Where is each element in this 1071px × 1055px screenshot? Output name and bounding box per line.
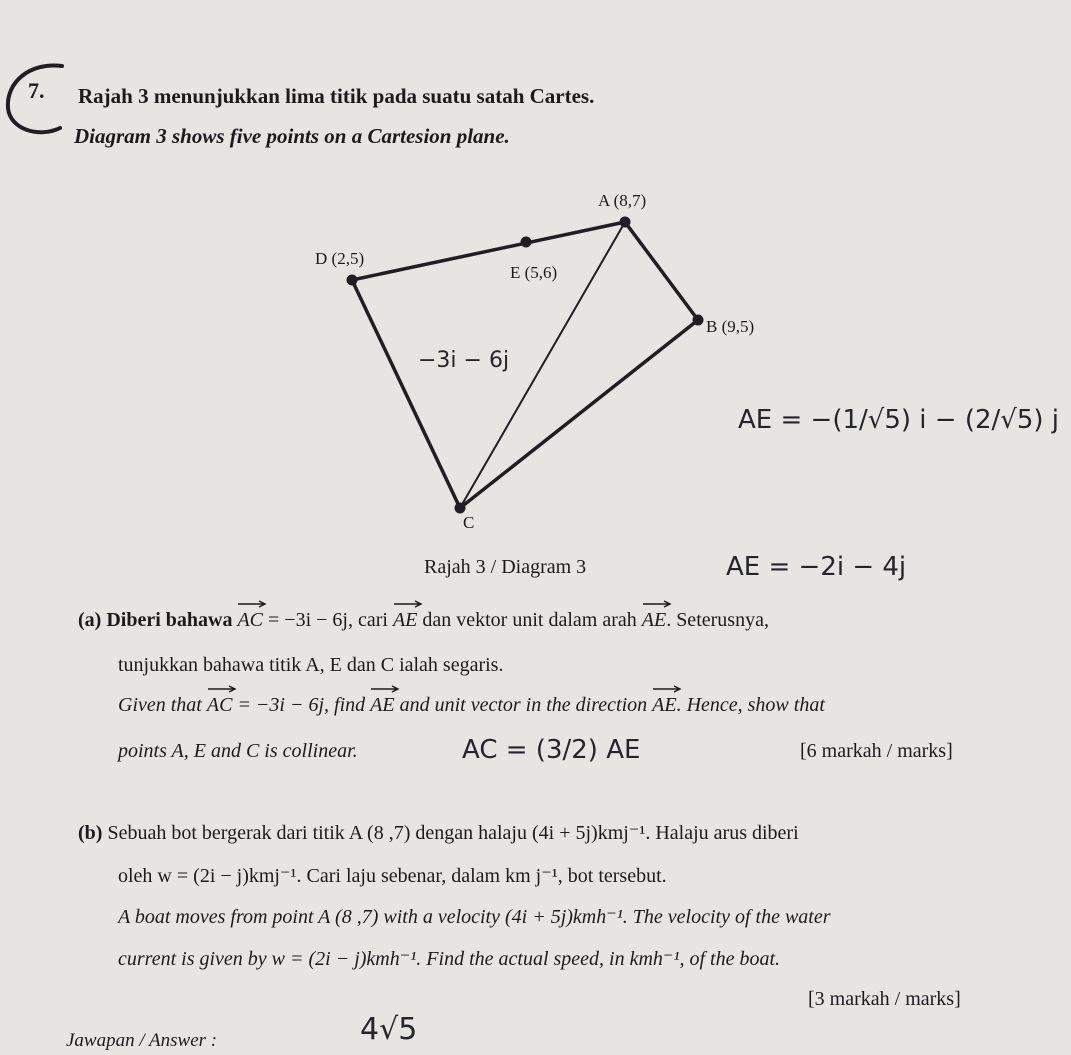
label-point-b: B (9,5) <box>706 317 755 336</box>
part-b-line1-ms: (b) Sebuah bot bergerak dari titik A (8 ,7) dengan halaju (4i + 5j)kmj⁻¹. Halaju arus diberi <box>78 822 799 844</box>
question-number: 7. <box>28 78 45 103</box>
part-a-line1-en: Given that AC = −3i − 6j, find AE and unit vector in the direction AE. Hence, show that <box>118 694 825 717</box>
label-point-e: E (5,6) <box>510 263 558 282</box>
point-e <box>521 237 532 248</box>
point-d <box>347 275 358 286</box>
part-a-line2-en: points A, E and C is collinear. <box>118 740 358 762</box>
vector-ac: AC <box>207 694 233 717</box>
question-title-en: Diagram 3 shows five points on a Cartesion plane. <box>74 124 510 148</box>
part-b-line1-en: A boat moves from point A (8 ,7) with a velocity (4i + 5j)kmh⁻¹. The velocity of the water <box>118 906 831 928</box>
diagram-caption: Rajah 3 / Diagram 3 <box>424 556 587 578</box>
cartesian-diagram <box>300 180 770 540</box>
vector-ae: AE <box>652 694 676 717</box>
part-b-line2-ms: oleh w = (2i − j)kmj⁻¹. Cari laju sebenar, dalam km j⁻¹, bot tersebut. <box>118 865 667 887</box>
handwritten-ac-relation: AC = (3/2) AE <box>462 735 641 765</box>
vector-ae: AE <box>393 609 417 632</box>
part-b-marks: [3 markah / marks] <box>808 988 961 1010</box>
point-a <box>620 217 631 228</box>
segment-ab <box>625 222 698 320</box>
handwritten-speed-answer: 4√5 <box>360 1012 418 1047</box>
part-a-marks: [6 markah / marks] <box>800 740 953 762</box>
label-point-a: A (8,7) <box>598 191 647 210</box>
part-b-label: (b) <box>78 822 103 844</box>
vector-ae: AE <box>370 694 394 717</box>
segment-cd <box>352 280 460 508</box>
label-point-d: D (2,5) <box>315 249 365 268</box>
point-b <box>693 315 704 326</box>
handwritten-unit-vector: AE = −(1/√5) i − (2/√5) j <box>738 405 1060 435</box>
vector-ae: AE <box>642 609 666 632</box>
segment-da <box>352 222 625 280</box>
part-a-line1-ms: (a) Diberi bahawa AC = −3i − 6j, cari AE dan vektor unit dalam arah AE. Seterusnya, <box>78 609 769 632</box>
part-a-label: (a) <box>78 609 102 631</box>
vector-ac: AC <box>237 609 263 632</box>
answer-label: Jawapan / Answer : <box>66 1030 218 1051</box>
handwritten-ec-vector: −3i − 6j <box>418 348 510 373</box>
point-c <box>455 503 466 514</box>
part-a-line2-ms: tunjukkan bahawa titik A, E dan C ialah segaris. <box>118 654 504 676</box>
question-title-ms: Rajah 3 menunjukkan lima titik pada suatu satah Cartes. <box>78 84 595 108</box>
part-b-line2-en: current is given by w = (2i − j)kmh⁻¹. Find the actual speed, in kmh⁻¹, of the boat. <box>118 948 781 970</box>
handwritten-ae-vector: AE = −2i − 4j <box>726 552 907 582</box>
label-point-c: C <box>463 513 475 532</box>
